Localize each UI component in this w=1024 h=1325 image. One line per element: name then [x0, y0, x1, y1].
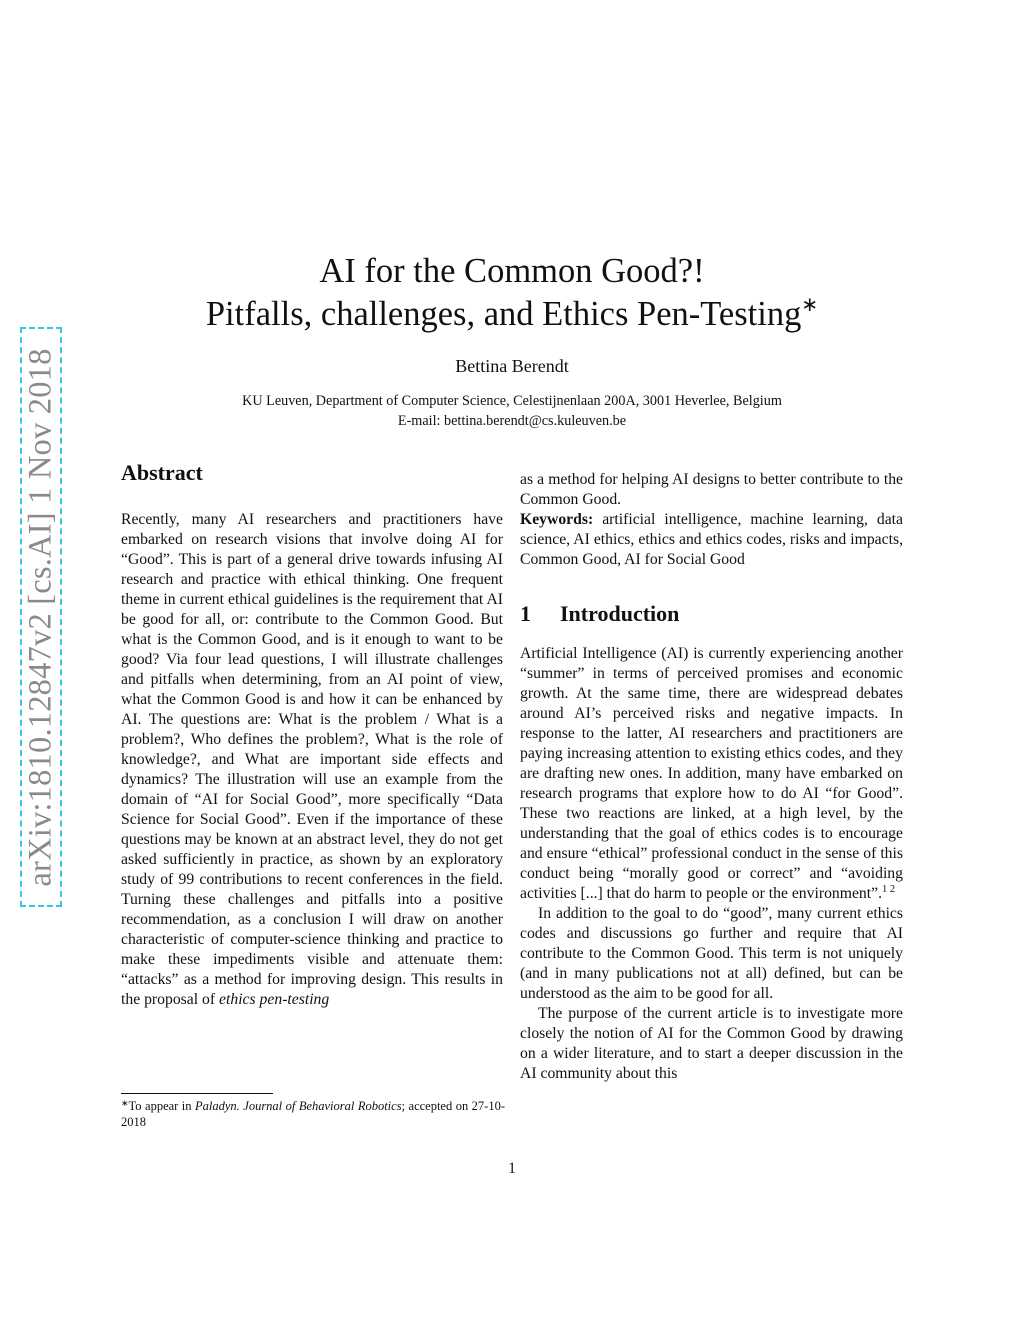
title-line-1: AI for the Common Good?!	[319, 252, 705, 290]
footnote-mark: ∗	[121, 1098, 129, 1108]
footnote-rule	[121, 1093, 273, 1094]
paper-title	[160, 250, 864, 336]
intro-paragraph-3: The purpose of the current article is to investigate more closely the notion of AI for the Common Good by drawing on a wider literature, and to start a deeper discussion in the AI community about this	[520, 1005, 903, 1082]
section-heading-introduction	[520, 601, 903, 626]
section-title: Introduction	[560, 601, 680, 626]
footnote	[121, 1098, 505, 1130]
arxiv-identifier: arXiv:1810.12847v2 [cs.AI] 1 Nov 2018	[22, 347, 59, 887]
arxiv-identifier-stamp	[20, 327, 62, 907]
author-name: Bettina Berendt	[455, 356, 569, 376]
intro-paragraph-1-text: Artificial Intelligence (AI) is currently experiencing another “summer” in terms of perceived promises and economic growth. At the same time, there are widespread debates around AI’s perceived risks and negative impacts. In response to the latter, AI researchers and practitioners are paying increasing attention to existing ethics codes, and they are drafting new ones. In addition, many have embarked on research programs that explore how to do AI “for Good”. These two reactions are linked, at a high level, by the understanding that the goal of ethics codes is to encourage and ensure “ethical” professional conduct in the sense of this conduct being “morally good or correct” and “avoiding activities [...] that do harm to people or the environment”.	[520, 645, 903, 902]
footnote-journal: Paladyn. Journal of Behavioral Robotics	[195, 1099, 402, 1113]
abstract-italic-phrase: ethics pen-testing	[219, 991, 330, 1008]
abstract-text-continued: as a method for helping AI designs to better contribute to the Common Good.	[520, 471, 903, 508]
footnote-text-1: To appear in	[128, 1099, 192, 1113]
affiliation-block	[160, 391, 864, 431]
intro-paragraph-1	[520, 644, 903, 904]
abstract-text-part-1: Recently, many AI researchers and practitioners have embarked on research visions that involve doing AI for “Good”. This is part of a general drive towards infusing AI research and practice with ethical thinking. One frequent theme in current ethical guidelines is the requirement that AI be good for all, or: contribute to the Common Good. But what is the Common Good, and is it enough to want to be good? Via four lead questions, I will illustrate challenges and pitfalls when determining, from an AI point of view, what the Common Good is and how it can be enhanced by AI. The questions are: What is the problem / What is a problem?, Who defines the problem?, What is the role of knowledge?, and What are important side effects and dynamics? The illustration will use an example from the domain of “AI for Social Good”, more specifically “Data Science for Social Good”. Even if the importance of these questions may be known at an abstract level, they do not get asked sufficiently in practice, as shown by an exploratory study of 99 contributions to recent conferences in the field. Turning these challenges and pitfalls into a positive recommendation, as a conclusion I will draw on another characteristic of computer-science thinking and practice to make these impediments visible and attenuate them: “attacks” as a method for improving design. This results in the proposal of	[121, 511, 503, 1008]
page-number: 1	[508, 1160, 516, 1177]
section-number: 1	[520, 601, 531, 626]
title-footnote-mark: ∗	[801, 294, 819, 316]
abstract-text	[121, 510, 503, 1010]
footnote-text-2: ; accepted on 27-10-2018	[121, 1099, 506, 1129]
affiliation: KU Leuven, Department of Computer Science, Celestijnenlaan 200A, 3001 Heverlee, Belgium	[242, 393, 782, 409]
right-column	[520, 470, 903, 1084]
title-block	[160, 250, 864, 431]
keywords-label: Keywords:	[520, 511, 594, 528]
left-column	[121, 460, 503, 1010]
email: E-mail: bettina.berendt@cs.kuleuven.be	[397, 413, 627, 429]
keywords	[520, 510, 903, 570]
intro-paragraph-2: In addition to the goal to do “good”, many current ethics codes and discussions go further and require that AI contribute to the Common Good. This term is not uniquely (and in many publications not at all) defined, but can be understood as the aim to be good for all.	[520, 905, 903, 1002]
title-line-2: Pitfalls, challenges, and Ethics Pen-Testing	[205, 295, 802, 333]
abstract-heading: Abstract	[121, 460, 203, 485]
footnote-marks: 1 2	[882, 884, 896, 895]
keywords-text: artificial intelligence, machine learning, data science, AI ethics, ethics and ethics codes, risks and impacts, Common Good, AI for Social Good	[520, 511, 904, 568]
